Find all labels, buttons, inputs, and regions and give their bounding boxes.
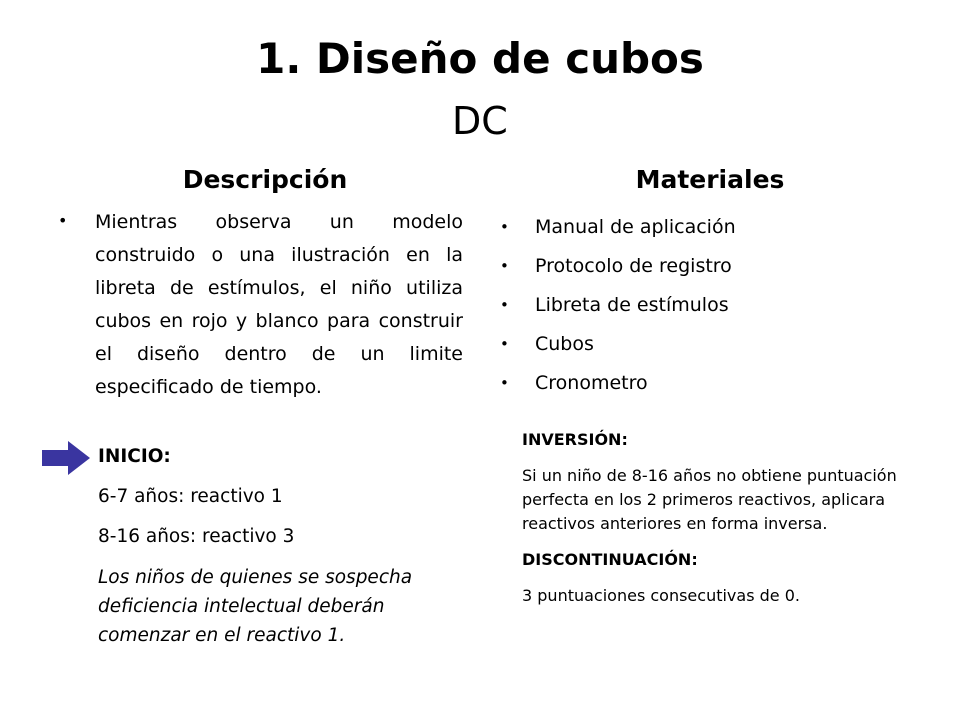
start-block <box>98 443 478 650</box>
reversal-heading: INVERSIÓN: <box>522 430 628 449</box>
start-rule-age-8-16: 8-16 años: reactivo 3 <box>98 526 295 547</box>
materials-heading: Materiales <box>635 165 785 194</box>
list-item <box>500 286 736 325</box>
slide-title: 1. Diseño de cubos <box>256 34 704 83</box>
start-rule-age-6-7: 6-7 años: reactivo 1 <box>98 486 283 507</box>
list-item <box>500 364 736 403</box>
materials-item-label: Libreta de estímulos <box>535 294 729 316</box>
discontinue-heading: DISCONTINUACIÓN: <box>522 550 698 569</box>
materials-item-label: Cubos <box>535 333 594 355</box>
list-item <box>500 208 736 247</box>
materials-item-label: Protocolo de registro <box>535 255 732 277</box>
description-heading: Descripción <box>182 165 348 194</box>
right-arrow-icon <box>42 441 90 475</box>
start-heading: INICIO: <box>98 446 171 467</box>
reversal-text: Si un niño de 8-16 años no obtiene puntuación perfecta en los 2 primeros reactivos, aplicara reactivos anteriores en forma inversa. <box>522 466 897 533</box>
materials-item-label: Manual de aplicación <box>535 216 736 238</box>
slide-subtitle: DC <box>452 99 508 143</box>
description-text: Mientras observa un modelo construido o una ilustración en la libreta de estímulos, el niño utiliza cubos en rojo y blanco para construir el diseño dentro de un limite especificado de tiempo. <box>95 211 463 398</box>
bullet-icon: • <box>58 211 68 230</box>
list-item <box>500 247 736 286</box>
rules-block <box>522 428 902 620</box>
bullet-icon: • <box>500 296 509 314</box>
list-item <box>500 325 736 364</box>
bullet-icon: • <box>500 335 509 353</box>
materials-item-label: Cronometro <box>535 372 648 394</box>
start-note: Los niños de quienes se sospecha deficiencia intelectual deberán comenzar en el reactivo 1. <box>98 567 413 646</box>
discontinue-text: 3 puntuaciones consecutivas de 0. <box>522 586 800 605</box>
bullet-icon: • <box>500 257 509 275</box>
materials-list <box>500 208 736 403</box>
bullet-icon: • <box>500 218 509 236</box>
bullet-icon: • <box>500 374 509 392</box>
